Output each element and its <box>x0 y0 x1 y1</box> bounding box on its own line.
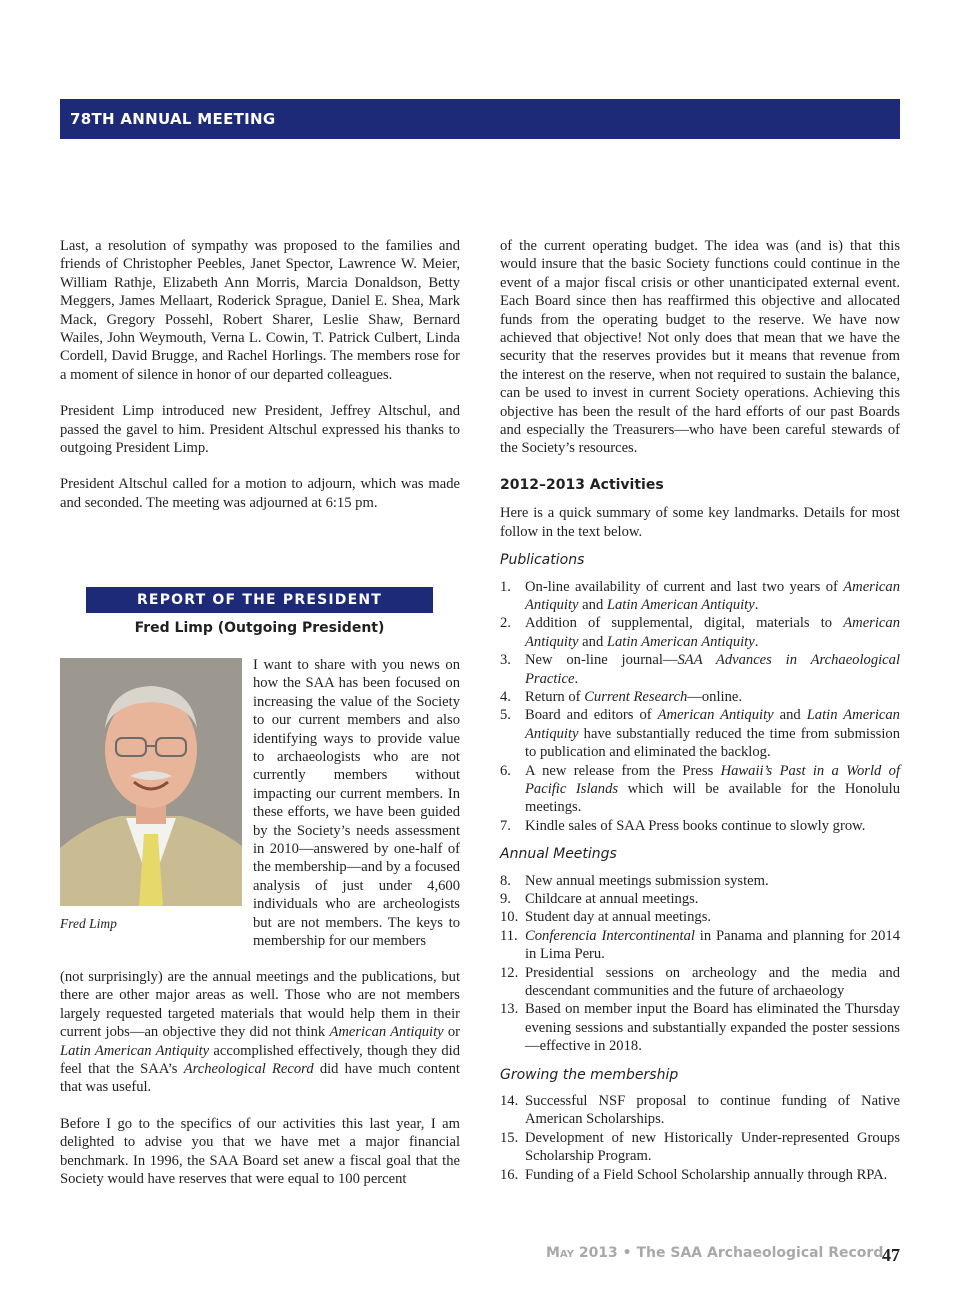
text-run: did have much content that was useful. <box>60 1061 460 1096</box>
list-item <box>500 890 900 908</box>
footer-bullet: • <box>622 1245 632 1261</box>
left-column-top <box>60 237 460 530</box>
text-run: Funding of a Field School Scholarship annually through RPA. <box>525 1166 888 1183</box>
text-run: which will be available for the Honolulu meetings. <box>525 780 900 816</box>
activities-intro: Here is a quick summary of some key landmarks. Details for most follow in the text below. <box>500 505 900 540</box>
list-number: 15. <box>500 1129 519 1146</box>
text-run: have substantially reduced the time from submission to publication and eliminated the backlog. <box>525 725 900 761</box>
text-run: . <box>574 670 579 687</box>
italic-title: American Antiquity <box>657 707 774 724</box>
text-run: Based on member input the Board has eliminated the Thursday evening sessions and substantially expanded the poster sessions—effective in 2018. <box>525 1001 900 1055</box>
list-number: 16. <box>500 1166 519 1183</box>
text-run: On-line availability of current and last two years of <box>525 578 844 595</box>
list-item <box>500 1000 900 1055</box>
membership-list <box>500 1092 900 1184</box>
text-run: Student day at annual meetings. <box>525 909 712 926</box>
italic-title: Latin American Antiquity <box>606 633 755 650</box>
left-column-bottom <box>60 968 460 1206</box>
footer-running-title <box>546 1245 883 1261</box>
italic-title: Current Research <box>584 688 688 705</box>
list-number: 6. <box>500 762 511 779</box>
list-number: 5. <box>500 707 511 724</box>
photo-caption: Fred Limp <box>60 916 117 931</box>
report-subtitle: Fred Limp (Outgoing President) <box>134 620 385 636</box>
text-run: Presidential sessions on archeology and the media and descendant communities and the future of archaeology <box>525 964 900 1000</box>
italic-title: Latin American Antiquity <box>606 596 755 613</box>
paragraph-adjourn: President Altschul called for a motion to adjourn, which was made and seconded. The meeting was adjourned at 6:15 pm. <box>60 476 460 511</box>
footer-issue: May 2013 <box>546 1245 618 1261</box>
list-item <box>500 964 900 1001</box>
text-run: Board and editors of <box>525 707 658 724</box>
list-item <box>500 578 900 615</box>
list-number: 8. <box>500 872 511 889</box>
text-run: New annual meetings submission system. <box>525 872 769 889</box>
list-item <box>500 1092 900 1129</box>
list-item <box>500 706 900 761</box>
report-title: REPORT OF THE PRESIDENT <box>86 587 433 613</box>
text-run: Development of new Historically Under-represented Groups Scholarship Program. <box>525 1129 900 1165</box>
italic-title: Archeological Record <box>183 1061 314 1078</box>
list-number: 12. <box>500 964 519 981</box>
publications-list <box>500 578 900 836</box>
paragraph-new-president: President Limp introduced new President, Jeffrey Altschul, and passed the gavel to him. President Altschul expressed his thanks to outgoing President Limp. <box>60 403 460 457</box>
list-number: 10. <box>500 909 519 926</box>
list-number: 11. <box>500 927 518 944</box>
list-item <box>500 688 900 706</box>
text-run: and <box>578 633 607 650</box>
list-number: 13. <box>500 1001 519 1018</box>
list-item <box>500 817 900 835</box>
footer-journal: The SAA Archaeological Record <box>636 1245 884 1261</box>
text-run: and <box>773 707 807 724</box>
list-item <box>500 1129 900 1166</box>
annual-meetings-list <box>500 872 900 1056</box>
text-run: Addition of supplemental, digital, materials to <box>525 615 844 632</box>
italic-title: SAA Advances in Archaeological Practice <box>525 652 900 687</box>
activities-heading: 2012–2013 Activities <box>500 476 664 493</box>
list-item <box>500 614 900 651</box>
right-column <box>500 237 900 1184</box>
text-run: . <box>754 596 759 613</box>
list-number: 3. <box>500 652 511 669</box>
list-number: 1. <box>500 578 511 595</box>
publications-heading: Publications <box>500 552 585 569</box>
annual-meetings-heading: Annual Meetings <box>500 846 617 863</box>
text-run: Return of <box>525 688 585 705</box>
section-banner: 78TH ANNUAL MEETING <box>60 99 900 139</box>
text-run: New on-line journal— <box>525 652 678 669</box>
report-intro-wrap: I want to share with you news on how the SAA has been focused on increasing the value of the Society to our current members and also identifying ways to provide value to archaeologists who are not currently members without impacting our current members. In these efforts, we have been guided by the Society’s needs assessment in 2010—answered by one-half of the membership—and by a focused analysis of just under 4,600 individuals who are archeologists but are not members. The keys to membership for our members <box>253 657 460 950</box>
list-item <box>500 1166 900 1184</box>
paragraph-sympathy: Last, a resolution of sympathy was proposed to the families and friends of Christopher Peebles, Janet Spector, Lawrence W. Meier, William Rathje, Elizabeth Ann Morris, Marcia Donaldson, Betty Meggers, James Mellaart, Roderick Sprague, Daniel E. Shea, Mark Mack, Gregory Possehl, Robert Sharer, Leslie Shaw, Bernard Wailes, John Weymouth, Verna L. Cowin, T. Patrick Culbert, Linda Cordell, David Brugge, and Rachel Horlings. The members rose for a moment of silence in honor of our departed colleagues. <box>60 238 460 383</box>
portrait-photo <box>60 658 242 906</box>
page-number: 47 <box>882 1245 900 1265</box>
text-run: Successful NSF proposal to continue funding of Native American Scholarships. <box>525 1093 900 1128</box>
membership-heading: Growing the membership <box>500 1066 679 1083</box>
paragraph-financial-benchmark: Before I go to the specifics of our activities this last year, I am delighted to advise you that we have met a major financial benchmark. In 1996, the SAA Board set anew a fiscal goal that the Society would have reserves that were equal to 100 percent <box>60 1115 460 1188</box>
text-run: Kindle sales of SAA Press books continue to slowly grow. <box>525 817 866 834</box>
list-number: 4. <box>500 688 511 705</box>
italic-title: Hawaii’s Past in a World of Pacific Islands <box>525 762 901 797</box>
page-footer <box>500 1242 900 1272</box>
paragraph-budget: of the current operating budget. The idea was (and is) that this would insure that the basic Society functions could continue in the event of a major fiscal crisis or other unanticipated external event. Each Board since then has reaffirmed this objective and allocated funds from the operating budget to the reserve. We have now achieved that objective! Not only does that mean that we have the security that the reserves provides but it means that revenue from the interest on the reserve, when not required to sustain the balance, can be used to invest in current Society operations. Achieving this objective has been the result of the hard efforts of our past Boards and especially the Treasurers—who have been careful stewards of the Society’s resources. <box>500 238 900 457</box>
text-run: . <box>754 633 759 650</box>
list-number: 2. <box>500 615 511 632</box>
italic-title: American Antiquity <box>329 1024 444 1041</box>
list-item <box>500 927 900 964</box>
text-run: and <box>578 596 607 613</box>
italic-title: Conferencia Intercontinental <box>525 927 695 944</box>
list-item <box>500 908 900 926</box>
text-run: —online. <box>687 688 743 705</box>
text-run: in Panama and planning for 2014 in Lima Peru. <box>525 927 900 963</box>
text-run: or <box>443 1024 461 1041</box>
italic-title: Latin American Antiquity <box>525 707 900 742</box>
text-run: A new release from the Press <box>525 762 721 779</box>
paragraph-report-continued <box>60 968 460 1097</box>
text-run: (not surprisingly) are the annual meetings and the publications, but there are other major areas as well. Those who are not members largely requested targeted materials that would help them in their current jobs—an objective they did not think <box>60 969 460 1041</box>
list-item <box>500 762 900 817</box>
italic-title: American Antiquity <box>525 578 900 613</box>
list-number: 14. <box>500 1093 519 1110</box>
text-run: accomplished effectively, though they did feel that the SAA’s <box>60 1042 460 1078</box>
italic-title: American Antiquity <box>525 615 900 650</box>
list-number: 7. <box>500 817 511 834</box>
text-run: Childcare at annual meetings. <box>525 891 699 907</box>
italic-title: Latin American Antiquity <box>60 1042 210 1059</box>
list-item <box>500 872 900 890</box>
list-item <box>500 651 900 688</box>
list-number: 9. <box>500 891 511 907</box>
portrait-illustration <box>60 658 242 906</box>
